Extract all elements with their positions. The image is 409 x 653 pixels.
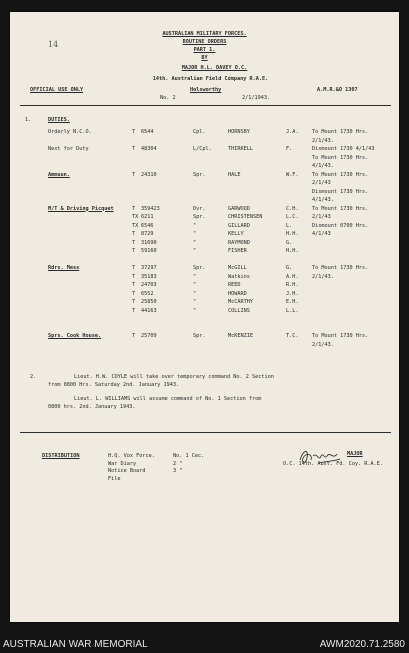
distribution-recipient: File <box>108 475 121 482</box>
surname-cell: McKENZIE <box>228 333 253 339</box>
initials-cell: J.H. <box>286 290 299 297</box>
rank-cell: " <box>193 273 197 280</box>
initials-cell: H.H. <box>286 231 299 237</box>
surname-cell: GILLARD <box>228 222 250 229</box>
service-number-cell: 48304 <box>141 146 157 152</box>
remark-cell: 2/1/43. <box>312 137 334 144</box>
section-2-para-2a: Lieut. L. WILLIAMS will assume command of No. 1 Section from <box>74 396 262 402</box>
prefix-cell: TX <box>132 222 139 229</box>
prefix-cell: T <box>132 307 136 314</box>
rank-cell: Dvr. <box>193 205 206 212</box>
initials-cell: L. <box>286 222 293 229</box>
table-row <box>10 223 399 229</box>
service-number-cell: 59160 <box>141 248 157 254</box>
service-number-cell: 6544 <box>141 129 154 135</box>
archive-reference: AWM2020.71.2580 <box>319 639 405 650</box>
distribution-copy-number: 3 " <box>173 468 183 474</box>
rank-cell: " <box>193 248 197 254</box>
order-date: 2/1/1943. <box>242 95 271 101</box>
prefix-cell: T <box>132 239 136 246</box>
service-number-cell: 359423 <box>141 205 160 212</box>
table-row <box>10 248 399 254</box>
initials-cell: J.A. <box>286 129 299 135</box>
remark-cell: 4/1/43. <box>312 197 334 203</box>
rank-cell: Spr. <box>193 333 206 339</box>
surname-cell: HORNSBY <box>228 129 250 135</box>
remark-cell: To Mount 1730 Hrs. <box>312 265 369 271</box>
rank-cell: L/Cpl. <box>193 146 212 152</box>
rank-cell: Spr. <box>193 214 206 220</box>
initials-cell: R.H. <box>286 282 299 288</box>
remark-cell: Dismount 1730 Hrs. <box>312 188 369 195</box>
table-row <box>10 231 399 237</box>
initials-cell: H.H. <box>286 248 299 254</box>
header-line-5: MAJOR H.L. DAVEY O.C. <box>181 65 248 71</box>
surname-cell: McGILL <box>228 265 247 271</box>
duty-cell: Ammuun. <box>48 171 70 178</box>
prefix-cell: T <box>132 248 136 254</box>
surname-cell: COLLINS <box>228 307 250 314</box>
reference-label: A.M.R.&O 1307 <box>317 87 358 93</box>
table-row <box>10 138 399 144</box>
surname-cell: KELLY <box>228 231 244 237</box>
duty-cell: M/T & Driving Picquet <box>48 205 114 212</box>
service-number-cell: 44163 <box>141 307 157 314</box>
rank-cell: " <box>193 282 197 288</box>
section-2-para-1b: from 0800 Hrs. Saturday 2nd. January 1943. <box>48 382 180 388</box>
remark-cell: To Mount 1730 Hrs. <box>312 154 369 161</box>
distribution-recipient: War Diary <box>108 460 137 467</box>
remark-cell: To Mount 1730 Hrs. <box>312 333 369 339</box>
service-number-cell: 24703 <box>141 282 157 288</box>
remark-cell: Dismount 1730 4/1/43 <box>312 146 375 152</box>
distribution-recipient: Notice Board <box>108 468 146 474</box>
table-row <box>10 308 399 314</box>
prefix-cell: T <box>132 231 136 237</box>
remark-cell: To Mount 1730 Hrs. <box>312 171 369 178</box>
prefix-cell: T <box>132 290 136 297</box>
duty-cell: Rdrs. Mess <box>48 265 80 271</box>
prefix-cell: T <box>132 205 136 212</box>
prefix-cell: T <box>132 299 136 305</box>
remark-cell: 2/1/43 <box>312 180 331 186</box>
service-number-cell: 24310 <box>141 171 157 178</box>
official-use-label: OFFICIAL USE ONLY <box>30 87 84 93</box>
service-number-cell: 25709 <box>141 333 157 339</box>
initials-cell: L.C. <box>286 214 299 220</box>
initials-cell: A.H. <box>286 273 299 280</box>
remark-cell: 4/1/43. <box>312 163 334 169</box>
rank-cell: " <box>193 307 197 314</box>
table-row <box>10 333 399 339</box>
header-line-2: ROUTINE ORDERS <box>182 39 227 45</box>
top-divider <box>20 105 391 106</box>
initials-cell: E.H. <box>286 299 299 305</box>
signature-rank: MAJOR <box>347 451 363 457</box>
prefix-cell: T <box>132 265 136 271</box>
service-number-cell: 6546 <box>141 222 154 229</box>
remark-cell: 2/1/43. <box>312 341 334 348</box>
rank-cell: Spr. <box>193 171 206 178</box>
surname-cell: REED <box>228 282 241 288</box>
rank-cell: Spr. <box>193 265 206 271</box>
remark-cell: To Mount 1730 Hrs. <box>312 129 369 135</box>
service-number-cell: 6211 <box>141 214 154 220</box>
initials-cell: F. <box>286 146 293 152</box>
table-row <box>10 206 399 212</box>
document-page <box>10 12 399 622</box>
initials-cell: L.L. <box>286 307 299 314</box>
prefix-cell: T <box>132 282 136 288</box>
rank-cell: " <box>193 290 197 297</box>
unit-name: 14th. Australian Field Company R.A.E. <box>152 76 269 82</box>
table-row <box>10 146 399 152</box>
surname-cell: THIRKELL <box>228 146 253 152</box>
duty-cell: Next for Duty <box>48 146 89 152</box>
table-row <box>10 155 399 161</box>
table-row <box>10 180 399 186</box>
table-row <box>10 291 399 297</box>
remark-cell: To Mount 1730 Hrs. <box>312 205 369 212</box>
table-row <box>10 274 399 280</box>
service-number-cell: 6552 <box>141 290 154 297</box>
table-row <box>10 265 399 271</box>
surname-cell: Watkins <box>228 273 250 280</box>
table-row <box>10 282 399 288</box>
table-row <box>10 189 399 195</box>
table-row <box>10 197 399 203</box>
service-number-cell: 31690 <box>141 239 157 246</box>
surname-cell: GARWOOD <box>228 205 250 212</box>
pencil-annotation: 14 <box>48 40 59 49</box>
section-1-heading: DUTIES. <box>48 117 70 123</box>
signature-unit: O.C. 14th. Aust. Fd. Coy. R.A.E. <box>283 461 383 467</box>
distribution-label: DISTRIBUTION <box>42 453 80 459</box>
rank-cell: " <box>193 222 197 229</box>
surname-cell: HALE <box>228 171 241 178</box>
prefix-cell: TX <box>132 214 139 220</box>
order-number: No. 2 <box>160 95 176 101</box>
table-row <box>10 129 399 135</box>
archive-name: AUSTRALIAN WAR MEMORIAL <box>3 639 148 650</box>
service-number-cell: 37297 <box>141 265 157 271</box>
service-number-cell: 25850 <box>141 299 157 305</box>
table-row <box>10 214 399 220</box>
remark-cell: 2/1/43 <box>312 214 331 220</box>
service-number-cell: 8729 <box>141 231 154 237</box>
table-row <box>10 257 399 263</box>
service-number-cell: 35183 <box>141 273 157 280</box>
surname-cell: RAYMOND <box>228 239 250 246</box>
distribution-recipient: H.Q. Vox Force. <box>108 453 155 459</box>
table-row <box>10 342 399 348</box>
table-row <box>10 325 399 331</box>
surname-cell: CHRISTENSEN <box>228 214 263 220</box>
table-row <box>10 240 399 246</box>
archive-footer <box>0 628 409 653</box>
table-row <box>10 316 399 322</box>
surname-cell: HOWARD <box>228 290 247 297</box>
duty-cell: Sprs. Cook House. <box>48 333 102 339</box>
surname-cell: McCARTHY <box>228 299 253 305</box>
rank-cell: " <box>193 299 197 305</box>
initials-cell: T.C. <box>286 333 299 339</box>
bottom-divider <box>20 432 391 433</box>
prefix-cell: T <box>132 129 136 135</box>
prefix-cell: T <box>132 171 136 178</box>
prefix-cell: T <box>132 333 136 339</box>
table-row <box>10 172 399 178</box>
section-2-para-1a: Lieut. H.W. COYLE will take over temporary command No. 2 Section <box>74 374 274 380</box>
distribution-copy-number: No. 1 Cec. <box>173 453 205 459</box>
table-row <box>10 163 399 169</box>
section-1-number: 1. <box>25 117 32 123</box>
initials-cell: G. <box>286 239 293 246</box>
section-2-number: 2. <box>30 374 37 380</box>
header-line-4: BY <box>201 55 208 61</box>
duty-cell: Orderly N.C.O. <box>48 129 92 135</box>
distribution-copy-number: 2 " <box>173 460 183 467</box>
initials-cell: G. <box>286 265 293 271</box>
rank-cell: " <box>193 231 197 237</box>
table-row <box>10 299 399 305</box>
remark-cell: Dismount 0700 Hrs. <box>312 222 369 229</box>
prefix-cell: T <box>132 273 136 280</box>
rank-cell: Cpl. <box>193 129 206 135</box>
remark-cell: 2/1/43. <box>312 273 334 280</box>
header-line-1: AUSTRALIAN MILITARY FORCES. <box>162 31 247 37</box>
section-2-para-2b: 0800 hrs. 2nd. January 1943. <box>48 404 136 410</box>
prefix-cell: T <box>132 146 136 152</box>
surname-cell: FISHER <box>228 248 247 254</box>
rank-cell: " <box>193 239 197 246</box>
initials-cell: W.F. <box>286 171 299 178</box>
header-line-3: PART 1. <box>193 47 216 53</box>
initials-cell: C.H. <box>286 205 299 212</box>
location-label: Holsworthy <box>190 87 222 93</box>
remark-cell: 4/1/43 <box>312 231 331 237</box>
